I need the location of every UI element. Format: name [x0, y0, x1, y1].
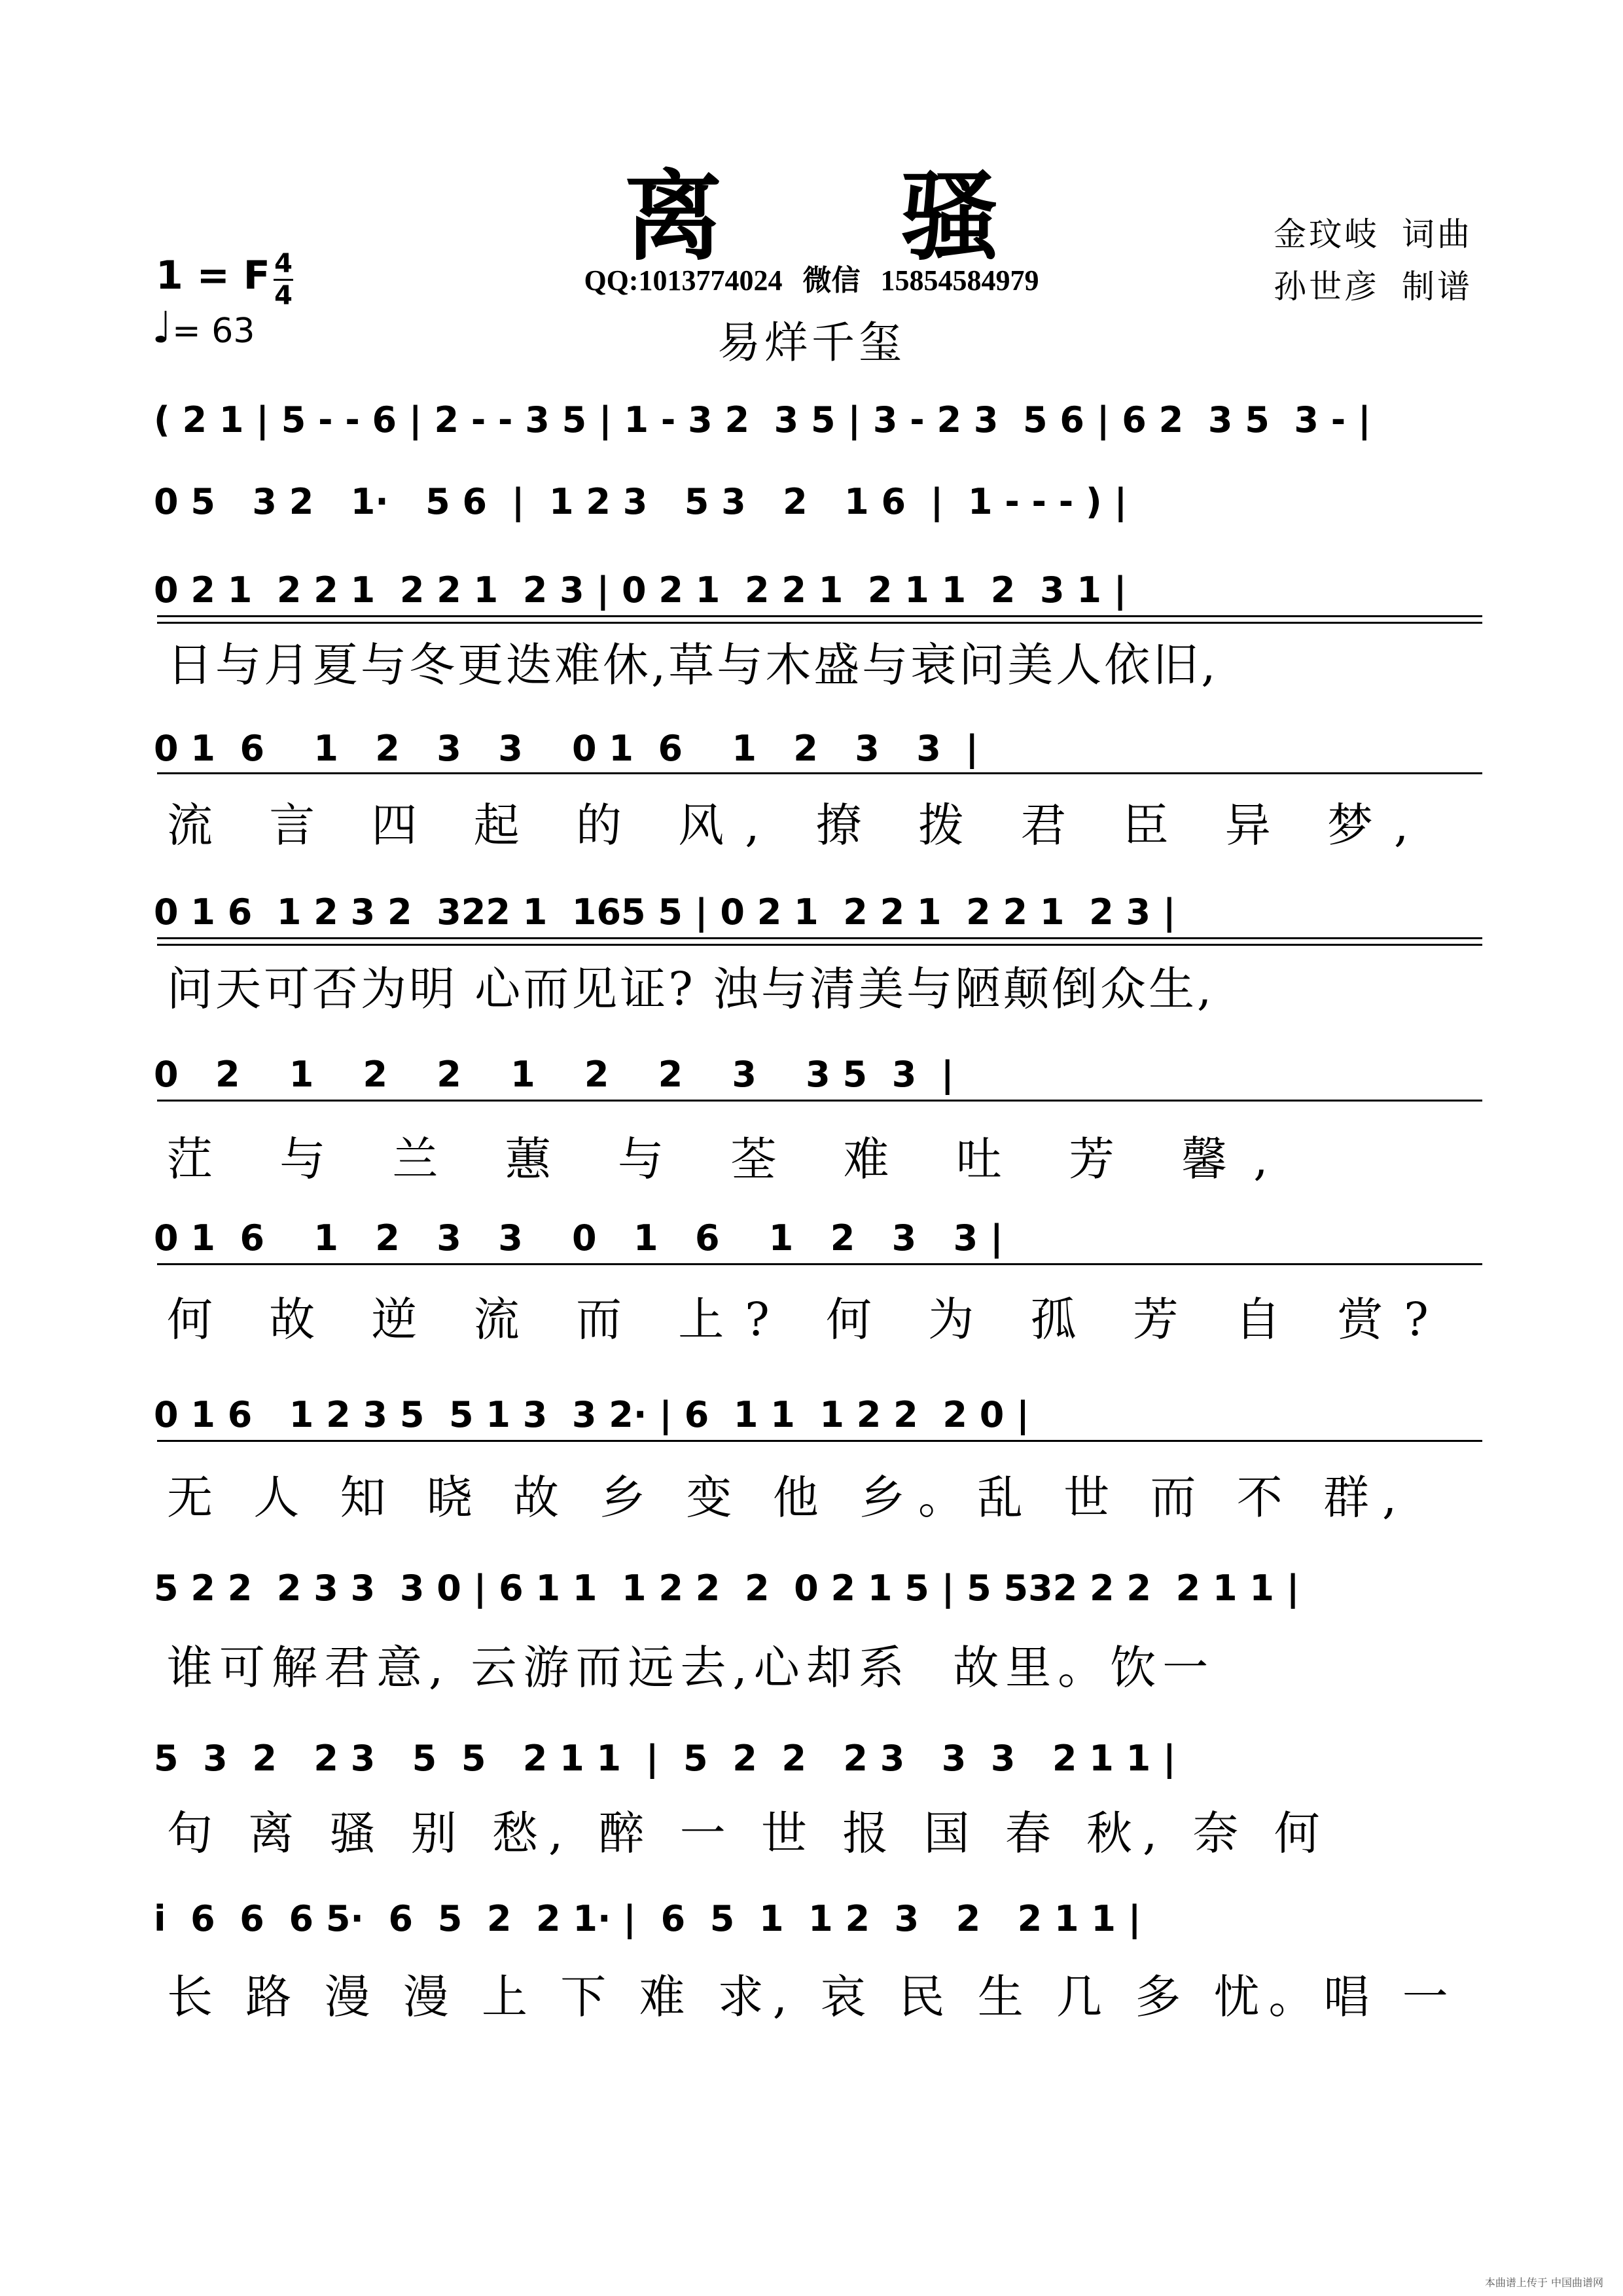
- beam-rule: [157, 1100, 1482, 1102]
- notation-line: 5 3 2 2 3 5 5 2 1 1 | 5 2 2 2 3 3 3 2 1 1 |: [154, 1738, 1176, 1779]
- notation-line: ( 2 1 | 5 - - 6 | 2 - - 3 5 | 1 - 3 2 3 5 | 3 - 2 3 5 6 | 6 2 3 5 3 - |: [154, 399, 1371, 440]
- tempo-value: = 63: [172, 312, 255, 351]
- lyrics-line: 句 离 骚 别 愁, 醉 一 世 报 国 春 秋, 奈 何: [167, 1806, 1330, 1860]
- performer-name: 易烊千玺: [717, 317, 906, 368]
- lyrics-line: 日与月夏与冬更迭难休,草与木盛与衰问美人依旧,: [167, 638, 1219, 692]
- lyrics-line: 无 人 知 晓 故 乡 变 他 乡。乱 世 而 不 群,: [167, 1471, 1410, 1524]
- beam-rule: [157, 944, 1482, 946]
- notation-line: 0 1 6 1 2 3 5 5 1 3 3 2· | 6 1 1 1 2 2 2 0 |: [154, 1394, 1029, 1435]
- credit-transcription: 孙世彦 制谱: [1274, 268, 1472, 306]
- notation-line: i 6 6 6 5· 6 5 2 2 1· | 6 5 1 1 2 3 2 2 1 1 |: [154, 1898, 1141, 1939]
- notation-line: 0 2 1 2 2 1 2 2 3 3 5 3 |: [154, 1054, 954, 1095]
- notation-line: 5 2 2 2 3 3 3 0 | 6 1 1 1 2 2 2 0 2 1 5 | 5 532 2 2 2 1 1 |: [154, 1568, 1300, 1609]
- notation-line: 0 1 6 1 2 3 2 322 1 165 5 | 0 2 1 2 2 1 2 2 1 2 3 |: [154, 891, 1176, 933]
- notation-line: 0 1 6 1 2 3 3 0 1 6 1 2 3 3 |: [154, 728, 979, 769]
- time-signature: [274, 250, 293, 310]
- lyrics-line: 长 路 漫 漫 上 下 难 求, 哀 民 生 几 多 忧。唱 一: [167, 1970, 1457, 2024]
- contact-info: QQ:1013774024 微信 15854584979: [584, 264, 1039, 296]
- beam-rule: [157, 1263, 1482, 1265]
- beam-rule: [157, 615, 1482, 617]
- beam-rule: [157, 772, 1482, 774]
- lyrics-line: 茳 与 兰 蕙 与 荃 难 吐 芳 馨,: [167, 1132, 1294, 1186]
- lyrics-line: 流 言 四 起 的 风, 撩 拨 君 臣 异 梦,: [167, 798, 1430, 852]
- notation-line: 0 2 1 2 2 1 2 2 1 2 3 | 0 2 1 2 2 1 2 1 1 2 3 1 |: [154, 569, 1127, 611]
- time-numerator: 4: [274, 249, 293, 279]
- beam-rule: [157, 937, 1482, 939]
- beam-rule: [157, 1440, 1482, 1442]
- lyrics-line: 谁可解君意, 云游而远去,心却系 故里。饮一: [167, 1641, 1215, 1695]
- beam-rule: [157, 622, 1482, 624]
- footer-watermark: 本曲谱上传于 中国曲谱网: [1484, 2276, 1603, 2289]
- key-signature: 1 = F: [156, 253, 270, 298]
- notation-line: 0 5 3 2 1· 5 6 | 1 2 3 5 3 2 1 6 | 1 - - - ) |: [154, 481, 1128, 522]
- lyrics-line: 问天可否为明 心而见证? 浊与清美与陋颠倒众生,: [167, 962, 1215, 1016]
- tempo-marking: [152, 302, 255, 353]
- quarter-note-icon: ♩: [152, 302, 173, 353]
- time-denominator: 4: [274, 281, 293, 311]
- credit-lyrics-music: 金玟岐 词曲: [1274, 215, 1472, 253]
- lyrics-line: 何 故 逆 流 而 上? 何 为 孤 芳 自 赏?: [167, 1293, 1450, 1346]
- notation-line: 0 1 6 1 2 3 3 0 1 6 1 2 3 3 |: [154, 1217, 1003, 1259]
- song-title: 离 骚: [624, 159, 1071, 274]
